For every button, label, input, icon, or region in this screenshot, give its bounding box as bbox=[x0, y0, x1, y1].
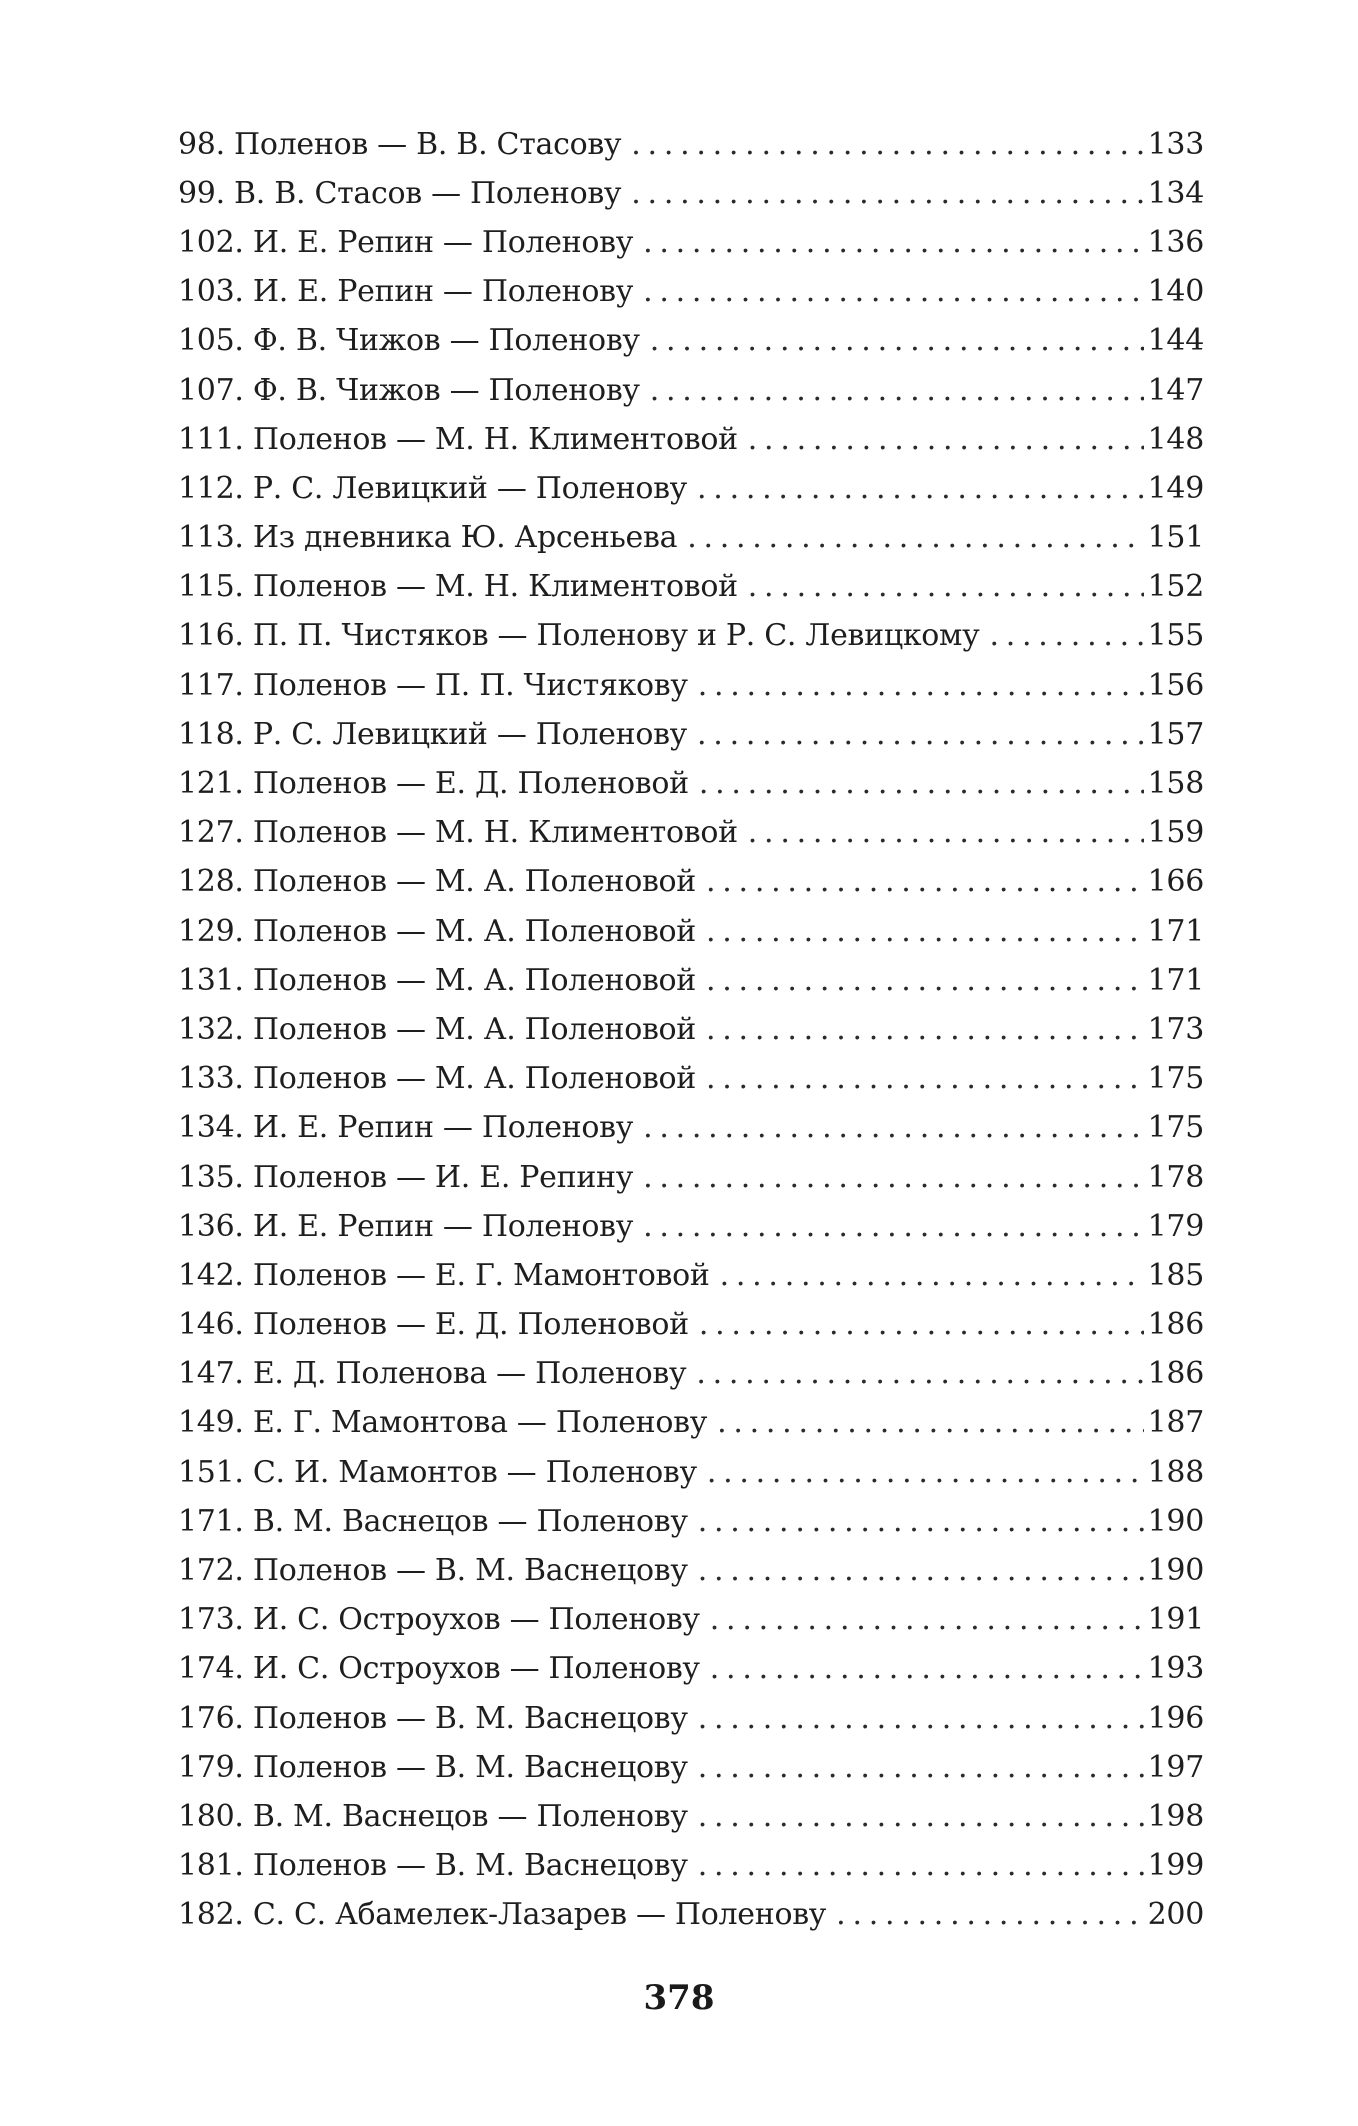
toc-entry-title: 149. Е. Г. Мамонтова — Поленову bbox=[178, 1405, 708, 1441]
toc-entry bbox=[178, 1694, 1204, 1743]
toc-entry-title: 102. И. Е. Репин — Поленову bbox=[178, 224, 634, 260]
toc-entry-title: 117. Поленов — П. П. Чистякову bbox=[178, 667, 688, 703]
toc-entry-title: 172. Поленов — В. М. Васнецову bbox=[178, 1553, 688, 1589]
toc-entry-page: 136 bbox=[1147, 224, 1204, 260]
toc-entry bbox=[178, 317, 1204, 366]
toc-entry-title: 98. Поленов — В. В. Стасову bbox=[178, 126, 622, 162]
dot-leader bbox=[631, 179, 1143, 209]
toc-entry-page: 140 bbox=[1147, 274, 1204, 310]
dot-leader bbox=[720, 1261, 1144, 1291]
toc-entry-title: 121. Поленов — Е. Д. Поленовой bbox=[178, 766, 689, 802]
toc-entry-page: 159 bbox=[1147, 815, 1204, 851]
dot-leader bbox=[698, 671, 1144, 701]
toc-entry bbox=[178, 1005, 1204, 1054]
toc-entry bbox=[178, 268, 1204, 317]
dot-leader bbox=[706, 1064, 1144, 1094]
toc-entry-page: 149 bbox=[1147, 470, 1204, 506]
dot-leader bbox=[706, 1015, 1144, 1045]
toc-entry bbox=[178, 1792, 1204, 1841]
dot-leader bbox=[748, 425, 1144, 455]
toc-entry-title: 113. Из дневника Ю. Арсеньева bbox=[178, 520, 678, 556]
toc-entry-page: 186 bbox=[1147, 1356, 1204, 1392]
toc-entry-page: 166 bbox=[1147, 864, 1204, 900]
dot-leader bbox=[707, 1458, 1144, 1488]
toc-entry bbox=[178, 1251, 1204, 1300]
toc-entry-page: 190 bbox=[1147, 1553, 1204, 1589]
toc-entry-page: 171 bbox=[1147, 962, 1204, 998]
toc-entry bbox=[178, 1842, 1204, 1891]
dot-leader bbox=[698, 1802, 1144, 1832]
dot-leader bbox=[710, 1654, 1144, 1684]
toc-entry-title: 181. Поленов — В. М. Васнецову bbox=[178, 1848, 688, 1884]
dot-leader bbox=[698, 1753, 1144, 1783]
dot-leader bbox=[697, 720, 1144, 750]
dot-leader bbox=[836, 1900, 1143, 1930]
toc-entry-title: 118. Р. С. Левицкий — Поленову bbox=[178, 716, 688, 752]
toc-entry-title: 176. Поленов — В. М. Васнецову bbox=[178, 1700, 688, 1736]
dot-leader bbox=[748, 572, 1144, 602]
toc-entry bbox=[178, 1743, 1204, 1792]
toc-entry-title: 171. В. М. Васнецов — Поленову bbox=[178, 1503, 688, 1539]
toc-entry-page: 191 bbox=[1147, 1602, 1204, 1638]
toc-entry bbox=[178, 809, 1204, 858]
toc-entry-title: 135. Поленов — И. Е. Репину bbox=[178, 1159, 634, 1195]
dot-leader bbox=[698, 1556, 1144, 1586]
toc-entry-page: 200 bbox=[1147, 1897, 1204, 1933]
toc-entry-page: 156 bbox=[1147, 667, 1204, 703]
toc-entry-page: 193 bbox=[1147, 1651, 1204, 1687]
toc-entry-page: 133 bbox=[1147, 126, 1204, 162]
toc-entry bbox=[178, 710, 1204, 759]
toc-entry-page: 197 bbox=[1147, 1749, 1204, 1785]
toc-entry bbox=[178, 169, 1204, 218]
toc-entry bbox=[178, 1350, 1204, 1399]
toc-entry-page: 152 bbox=[1147, 569, 1204, 605]
toc-entry-page: 175 bbox=[1147, 1110, 1204, 1146]
toc-entry-title: 127. Поленов — М. Н. Климентовой bbox=[178, 815, 738, 851]
dot-leader bbox=[696, 1359, 1143, 1389]
dot-leader bbox=[698, 1851, 1144, 1881]
toc-entry bbox=[178, 514, 1204, 563]
toc-entry-page: 188 bbox=[1147, 1454, 1204, 1490]
toc-entry-page: 186 bbox=[1147, 1307, 1204, 1343]
dot-leader bbox=[643, 277, 1144, 307]
toc-entry-title: 111. Поленов — М. Н. Климентовой bbox=[178, 421, 738, 457]
dot-leader bbox=[697, 474, 1144, 504]
toc-entry bbox=[178, 1497, 1204, 1546]
toc-entry-page: 185 bbox=[1147, 1257, 1204, 1293]
dot-leader bbox=[650, 326, 1144, 356]
toc-entry-title: 174. И. С. Остроухов — Поленову bbox=[178, 1651, 700, 1687]
dot-leader bbox=[687, 523, 1143, 553]
toc-entry bbox=[178, 1153, 1204, 1202]
toc-entry-title: 133. Поленов — М. А. Поленовой bbox=[178, 1061, 697, 1097]
toc-entry bbox=[178, 907, 1204, 956]
toc-entry bbox=[178, 464, 1204, 513]
toc-entry-page: 144 bbox=[1147, 323, 1204, 359]
toc-entry-title: 180. В. М. Васнецов — Поленову bbox=[178, 1798, 688, 1834]
toc-entry-page: 147 bbox=[1147, 372, 1204, 408]
toc-entry-title: 173. И. С. Остроухов — Поленову bbox=[178, 1602, 700, 1638]
toc-entry bbox=[178, 612, 1204, 661]
toc-entry-page: 134 bbox=[1147, 175, 1204, 211]
toc-entry bbox=[178, 858, 1204, 907]
toc-entry bbox=[178, 956, 1204, 1005]
toc-entry-title: 131. Поленов — М. А. Поленовой bbox=[178, 962, 697, 998]
table-of-contents bbox=[178, 120, 1204, 1940]
toc-entry bbox=[178, 759, 1204, 808]
toc-entry bbox=[178, 1104, 1204, 1153]
toc-entry bbox=[178, 1055, 1204, 1104]
toc-entry bbox=[178, 661, 1204, 710]
toc-entry bbox=[178, 218, 1204, 267]
toc-entry-page: 199 bbox=[1147, 1848, 1204, 1884]
toc-entry bbox=[178, 1301, 1204, 1350]
toc-entry bbox=[178, 1202, 1204, 1251]
dot-leader bbox=[643, 1113, 1144, 1143]
dot-leader bbox=[699, 769, 1144, 799]
toc-entry-page: 187 bbox=[1147, 1405, 1204, 1441]
toc-entry-page: 179 bbox=[1147, 1208, 1204, 1244]
toc-entry-page: 190 bbox=[1147, 1503, 1204, 1539]
toc-entry-title: 103. И. Е. Репин — Поленову bbox=[178, 274, 634, 310]
dot-leader bbox=[643, 228, 1144, 258]
toc-entry bbox=[178, 1546, 1204, 1595]
toc-entry-title: 147. Е. Д. Поленова — Поленову bbox=[178, 1356, 687, 1392]
toc-entry bbox=[178, 1399, 1204, 1448]
toc-entry-page: 148 bbox=[1147, 421, 1204, 457]
toc-entry-title: 107. Ф. В. Чижов — Поленову bbox=[178, 372, 640, 408]
toc-entry-page: 157 bbox=[1147, 716, 1204, 752]
toc-entry bbox=[178, 366, 1204, 415]
toc-entry-title: 128. Поленов — М. А. Поленовой bbox=[178, 864, 697, 900]
toc-entry-title: 115. Поленов — М. Н. Климентовой bbox=[178, 569, 738, 605]
toc-entry-page: 158 bbox=[1147, 766, 1204, 802]
dot-leader bbox=[631, 130, 1143, 160]
toc-entry-page: 173 bbox=[1147, 1011, 1204, 1047]
toc-entry-title: 129. Поленов — М. А. Поленовой bbox=[178, 913, 697, 949]
dot-leader bbox=[706, 917, 1144, 947]
toc-entry-page: 175 bbox=[1147, 1061, 1204, 1097]
dot-leader bbox=[706, 966, 1144, 996]
toc-entry-title: 182. С. С. Абамелек-Лазарев — Поленову bbox=[178, 1897, 827, 1933]
toc-entry-title: 151. С. И. Мамонтов — Поленову bbox=[178, 1454, 697, 1490]
toc-entry-title: 146. Поленов — Е. Д. Поленовой bbox=[178, 1307, 689, 1343]
toc-entry-title: 142. Поленов — Е. Г. Мамонтовой bbox=[178, 1257, 710, 1293]
toc-entry bbox=[178, 415, 1204, 464]
toc-entry bbox=[178, 1645, 1204, 1694]
toc-entry-title: 136. И. Е. Репин — Поленову bbox=[178, 1208, 634, 1244]
toc-entry bbox=[178, 1891, 1204, 1940]
toc-entry bbox=[178, 1596, 1204, 1645]
toc-entry-page: 171 bbox=[1147, 913, 1204, 949]
dot-leader bbox=[643, 1212, 1144, 1242]
dot-leader bbox=[748, 818, 1144, 848]
dot-leader bbox=[699, 1310, 1144, 1340]
toc-entry-page: 198 bbox=[1147, 1798, 1204, 1834]
dot-leader bbox=[706, 867, 1144, 897]
toc-entry-title: 116. П. П. Чистяков — Поленову и Р. С. Левицкому bbox=[178, 618, 980, 654]
page-number: 378 bbox=[643, 1978, 715, 2018]
toc-entry-page: 178 bbox=[1147, 1159, 1204, 1195]
toc-entry-title: 179. Поленов — В. М. Васнецову bbox=[178, 1749, 688, 1785]
toc-entry-page: 151 bbox=[1147, 520, 1204, 556]
dot-leader bbox=[698, 1507, 1144, 1537]
toc-entry-page: 196 bbox=[1147, 1700, 1204, 1736]
toc-entry-title: 112. Р. С. Левицкий — Поленову bbox=[178, 470, 688, 506]
dot-leader bbox=[710, 1605, 1144, 1635]
toc-entry bbox=[178, 563, 1204, 612]
toc-entry-title: 105. Ф. В. Чижов — Поленову bbox=[178, 323, 640, 359]
dot-leader bbox=[643, 1163, 1144, 1193]
toc-entry-title: 134. И. Е. Репин — Поленову bbox=[178, 1110, 634, 1146]
toc-entry-title: 132. Поленов — М. А. Поленовой bbox=[178, 1011, 697, 1047]
dot-leader bbox=[698, 1704, 1144, 1734]
dot-leader bbox=[650, 376, 1144, 406]
toc-entry bbox=[178, 1448, 1204, 1497]
dot-leader bbox=[989, 621, 1143, 651]
dot-leader bbox=[717, 1408, 1144, 1438]
toc-entry-page: 155 bbox=[1147, 618, 1204, 654]
toc-entry-title: 99. В. В. Стасов — Поленову bbox=[178, 175, 622, 211]
toc-entry bbox=[178, 120, 1204, 169]
